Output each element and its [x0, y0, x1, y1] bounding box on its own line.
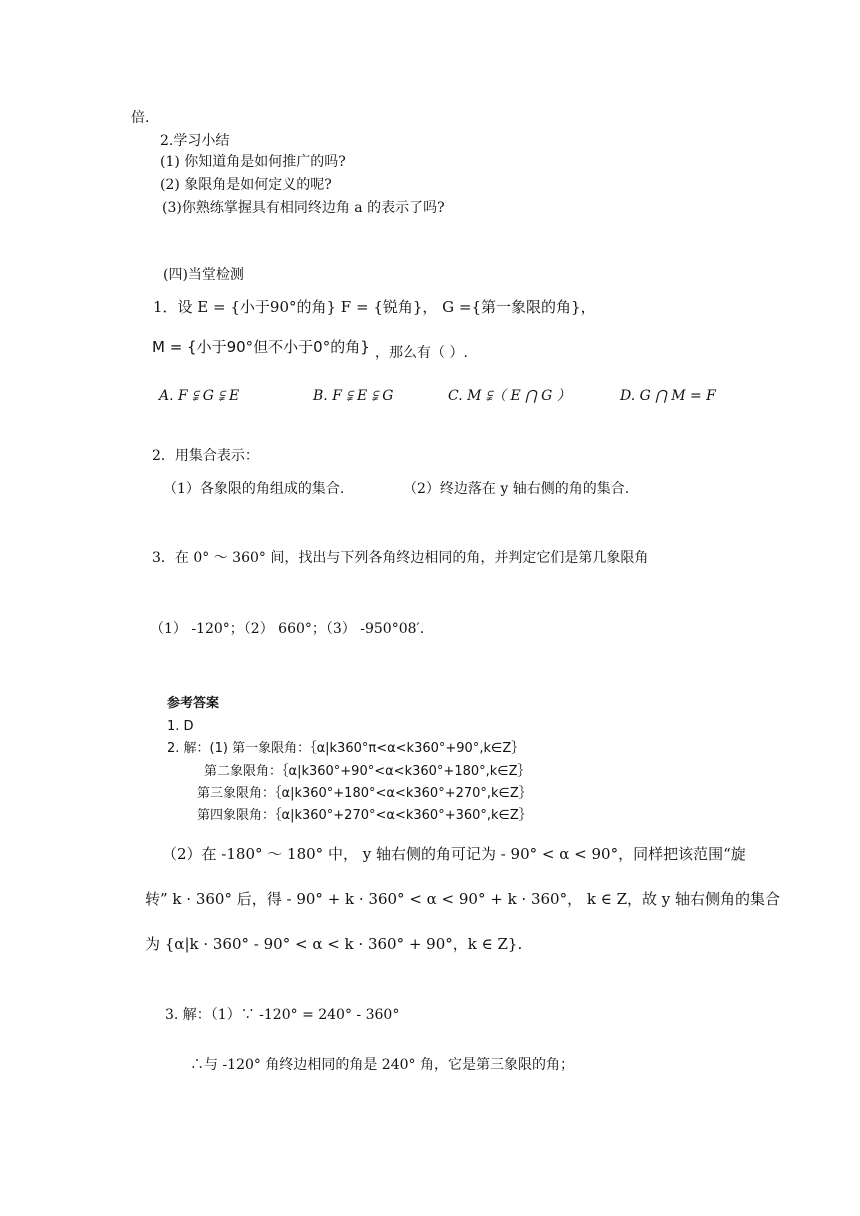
- summary-item-3: (3)你熟练掌握具有相同终边角 a 的表示了吗?: [162, 200, 445, 216]
- continued-fragment: 倍.: [131, 110, 150, 126]
- question-2-sub-2: （2）终边落在 y 轴右侧的角的集合.: [403, 481, 630, 497]
- summary-item-2: (2) 象限角是如何定义的呢?: [160, 177, 332, 193]
- answer-3-line-1: 3. 解：（1）∵ -120° = 240° - 360°: [165, 1007, 400, 1023]
- option-a: A. F ⫋ G ⫋ E: [159, 388, 240, 404]
- question-1-line-2-tail: ，那么有（ ）.: [375, 345, 468, 361]
- answer-2-line-1: 2. 解：(1) 第一象限角：｛α|k360°π<α<k360°+90°,k∈Z｝: [167, 741, 525, 756]
- answer-2-line-3: 第三象限角：｛α|k360°+180°<α<k360°+270°,k∈Z｝: [197, 786, 532, 801]
- question-3-line-2: （1） -120°；（2） 660°；（3） -950°08′.: [150, 621, 425, 637]
- question-3-line-1: 3．在 0° ～ 360° 间，找出与下列各角终边相同的角，并判定它们是第几象限角: [152, 550, 649, 566]
- question-2-sub-1: （1）各象限的角组成的集合.: [163, 481, 345, 497]
- answer-2-part-2-line-3: 为 {α|k · 360° - 90° < α < k · 360° + 90°，k ∈ Z}.: [145, 935, 523, 953]
- summary-item-1: (1) 你知道角是如何推广的吗?: [160, 154, 346, 170]
- check-heading: (四)当堂检测: [163, 267, 244, 283]
- summary-heading: 2.学习小结: [160, 133, 230, 149]
- question-2-heading: 2．用集合表示：: [152, 448, 259, 464]
- answer-2-part-2-line-2: 转” k · 360° 后，得 - 90° + k · 360° < α < 90° + k · 360°， k ∈ Z，故 y 轴右侧角的集合: [145, 890, 781, 908]
- question-1-line-1: 1．设 E = {小于90°的角} F = {锐角}， G ={第一象限的角}，: [153, 298, 596, 316]
- option-d: D. G ⋂ M = F: [620, 388, 716, 404]
- answer-2-part-2-line-1: （2）在 -180° ～ 180° 中， y 轴右侧的角可记为 - 90° < α < 90°，同样把该范围“旋: [162, 845, 746, 863]
- answer-3-line-2: ∴与 -120° 角终边相同的角是 240° 角，它是第三象限的角；: [190, 1057, 574, 1073]
- answers-heading: 参考答案: [167, 696, 220, 711]
- answer-1: 1. D: [167, 719, 194, 734]
- question-1-set-m: M = {小于90°但不小于0°的角}: [152, 338, 370, 356]
- answer-2-line-4: 第四象限角：｛α|k360°+270°<α<k360°+360°,k∈Z｝: [197, 808, 532, 823]
- option-b: B. F ⫋ E ⫋ G: [313, 388, 394, 404]
- answer-2-line-2: 第二象限角：｛α|k360°+90°<α<k360°+180°,k∈Z｝: [204, 764, 531, 779]
- option-c: C. M ⫋（ E ⋂ G ）: [448, 388, 571, 404]
